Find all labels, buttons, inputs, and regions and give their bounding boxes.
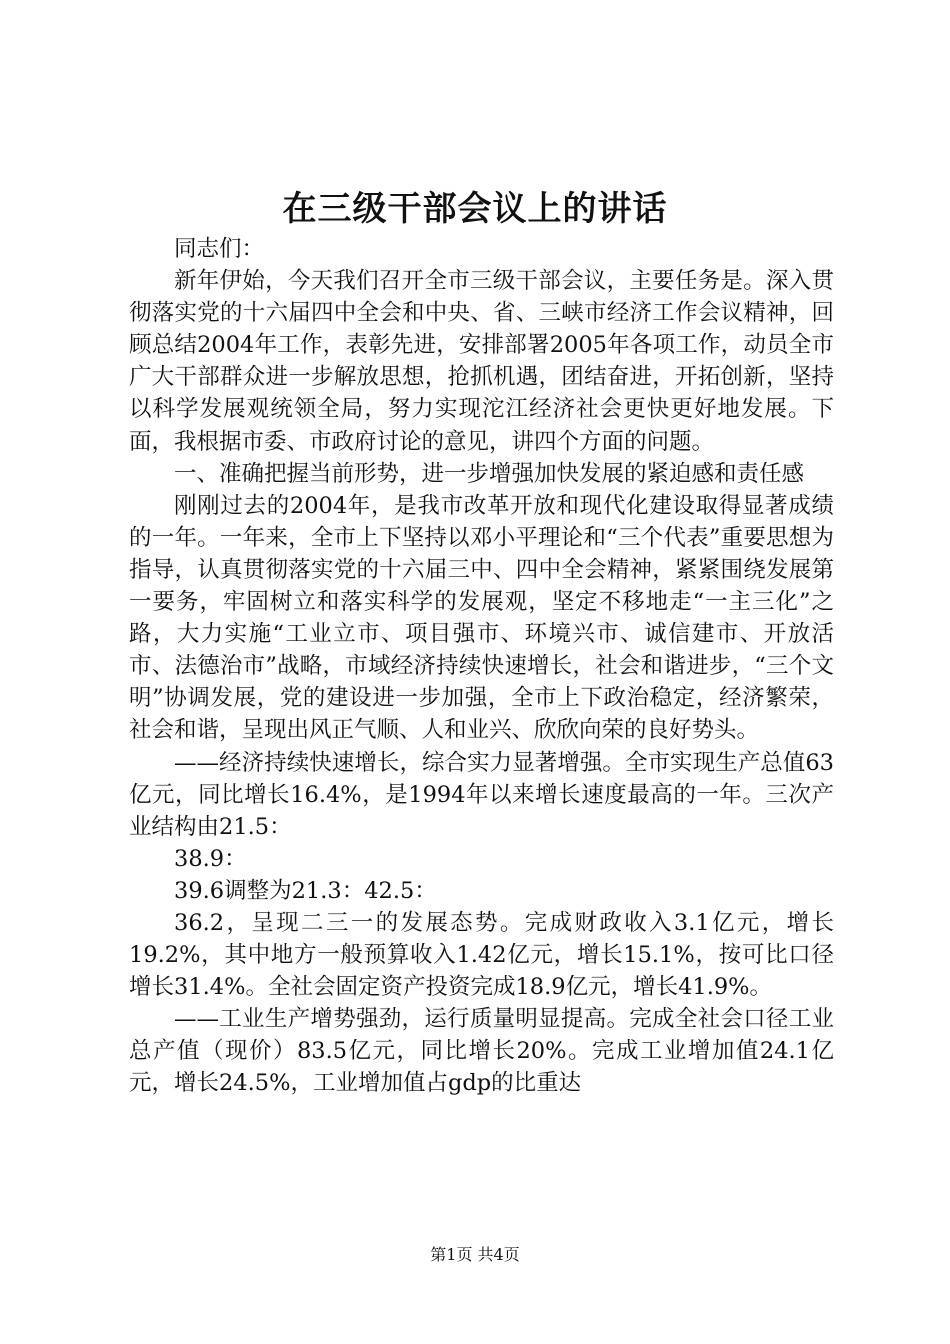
body-paragraph: 39.6调整为21.3：42.5：: [174, 877, 437, 904]
body-paragraph: ——工业生产增势强劲，运行质量明显提高。完成全社会口径工业总产值（现价）83.5亿元，同比增长20%。完成工业增加值24.1亿元，增长24.5%，工业增加值占gdp的比重达: [129, 1006, 834, 1097]
document-body: [129, 233, 834, 1100]
document-title: 在三级干部会议上的讲话: [282, 189, 668, 229]
section-heading: 一、准确把握当前形势，进一步增强加快发展的紧迫感和责任感: [174, 460, 805, 487]
body-paragraph: 36.2，呈现二三一的发展态势。完成财政收入3.1亿元，增长19.2%，其中地方一般预算收入1.42亿元，增长15.1%，按可比口径增长31.4%。全社会固定资产投资完成18.9亿元，增长41.9%。: [129, 909, 834, 1001]
body-paragraph: 新年伊始，今天我们召开全市三级干部会议，主要任务是。深入贯彻落实党的十六届四中全会和中央、省、三峡市经济工作会议精神，回顾总结2004年工作，表彰先进，安排部署2005年各项工作，动员全市广大干部群众进一步解放思想，抢抓机遇，团结奋进，开拓创新，坚持以科学发展观统领全局，努力实现沱江经济社会更快更好地发展。下面，我根据市委、市政府讨论的意见，讲四个方面的问题。: [129, 268, 834, 455]
salutation-paragraph: 同志们：: [174, 236, 265, 262]
body-paragraph: 刚刚过去的2004年，是我市改革开放和现代化建设取得显著成绩的一年。一年来，全市上下坚持以邓小平理论和“三个代表”重要思想为指导，认真贯彻落实党的十六届三中、四中全会精神，紧紧围绕发展第一要务，牢固树立和落实科学的发展观，坚定不移地走“一主三化”之路，大力实施“工业立市、项目强市、环境兴市、诚信建市、开放活市、法德治市”战略，市域经济持续快速增长，社会和谐进步，“三个文明”协调发展，党的建设进一步加强，全市上下政治稳定，经济繁荣，社会和谐，呈现出风正气顺、人和业兴、欣欣向荣的良好势头。: [129, 492, 834, 744]
body-paragraph: ——经济持续快速增长，综合实力显著增强。全市实现生产总值63亿元，同比增长16.4%，是1994年以来增长速度最高的一年。三次产业结构由21.5：: [129, 749, 834, 840]
body-paragraph: 38.9：: [174, 845, 247, 872]
page-number-footer: 第1页 共4页: [430, 1245, 520, 1264]
